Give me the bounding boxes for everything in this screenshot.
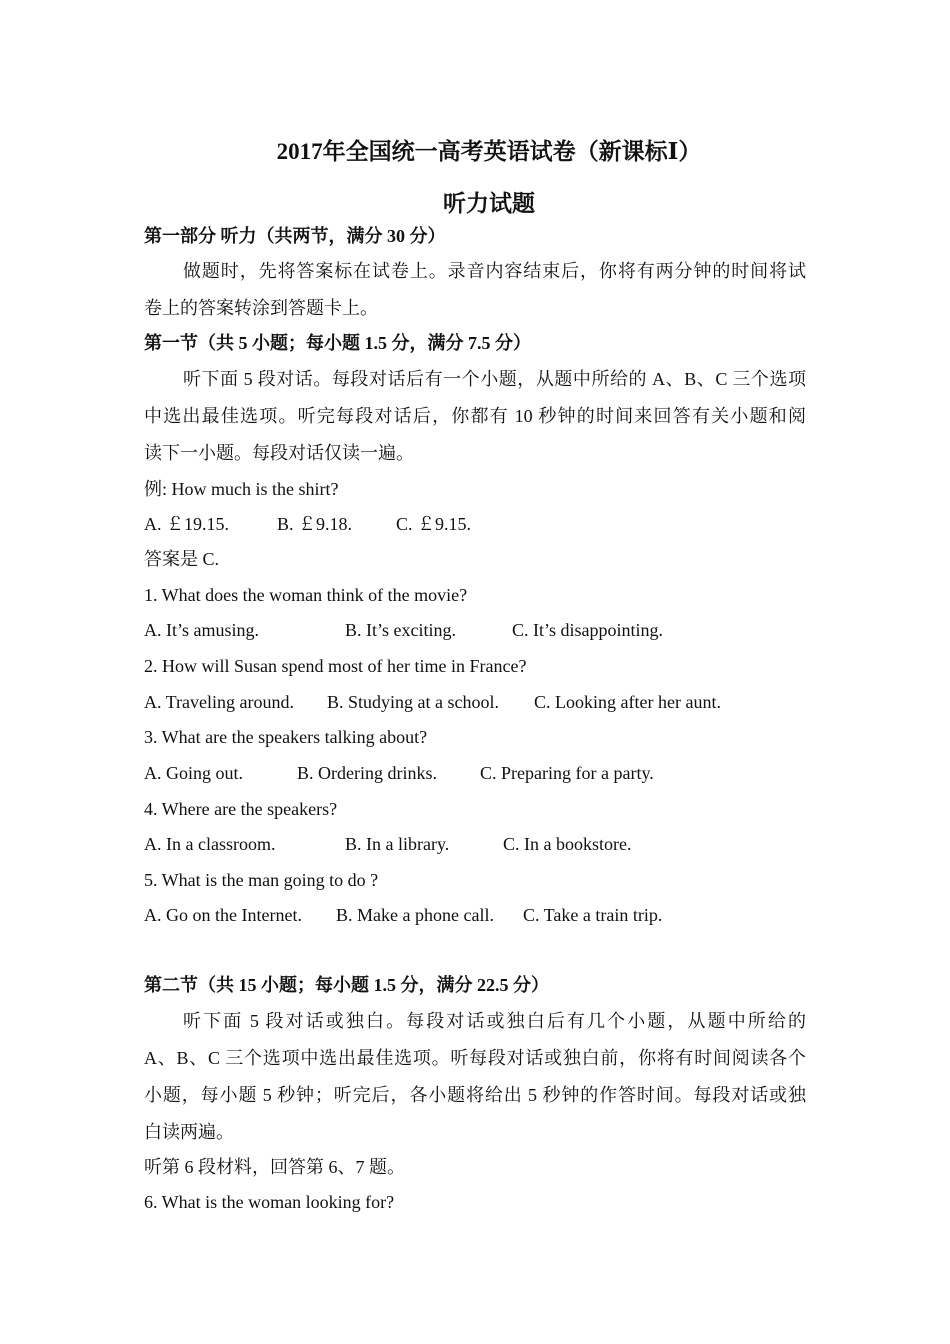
part1-heading: 第一部分 听力（共两节，满分 30 分） <box>144 226 446 246</box>
part1-instruction-line: 做题时，先将答案标在试卷上。录音内容结束后，你将有两分钟的时间将试 <box>183 261 806 281</box>
section1-instruction-line: 听下面 5 段对话。每段对话后有一个小题，从题中所给的 A、B、C 三个选项 <box>183 369 806 389</box>
question-5-option-a: A. Go on the Internet. <box>144 905 302 925</box>
question-1-option-c: C. It’s disappointing. <box>512 620 664 640</box>
question-1: 1. What does the woman think of the movie? <box>144 585 468 605</box>
question-2-option-b: B. Studying at a school. <box>327 692 499 712</box>
question-4-option-b: B. In a library. <box>345 834 450 854</box>
question-4: 4. Where are the speakers? <box>144 799 338 819</box>
section2-instruction-line: A、B、C 三个选项中选出最佳选项。听每段对话或独白前，你将有时间阅读各个 <box>144 1048 806 1068</box>
example-option-c: C. ￡9.15. <box>396 514 472 534</box>
question-1-option-b: B. It’s exciting. <box>345 620 456 640</box>
question-5-option-b: B. Make a phone call. <box>336 905 494 925</box>
section2-instruction-line: 小题，每小题 5 秒钟；听完后，各小题将给出 5 秒钟的作答时间。每段对话或独 <box>144 1085 806 1105</box>
page-title: 2017年全国统一高考英语试卷（新课标Ⅰ） <box>276 139 702 164</box>
part1-instruction-line: 卷上的答案转涂到答题卡上。 <box>144 298 378 318</box>
material-note: 听第 6 段材料，回答第 6、7 题。 <box>144 1157 405 1177</box>
question-2-option-a: A. Traveling around. <box>144 692 294 712</box>
section2-instruction-line: 听下面 5 段对话或独白。每段对话或独白后有几个小题，从题中所给的 <box>183 1011 806 1031</box>
example-answer: 答案是 C. <box>144 549 220 569</box>
question-5-option-c: C. Take a train trip. <box>523 905 663 925</box>
section2-heading: 第二节（共 15 小题；每小题 1.5 分，满分 22.5 分） <box>144 975 549 995</box>
section1-instruction-line: 中选出最佳选项。听完每段对话后，你都有 10 秒钟的时间来回答有关小题和阅 <box>144 406 806 426</box>
page-subtitle: 听力试题 <box>443 191 535 216</box>
example-question: 例: How much is the shirt? <box>144 479 339 499</box>
question-2: 2. How will Susan spend most of her time in France? <box>144 656 527 676</box>
section1-instruction-line: 读下一小题。每段对话仅读一遍。 <box>144 443 414 463</box>
example-option-a: A. ￡19.15. <box>144 514 229 534</box>
question-6: 6. What is the woman looking for? <box>144 1192 395 1212</box>
question-4-option-a: A. In a classroom. <box>144 834 276 854</box>
question-3-option-c: C. Preparing for a party. <box>480 763 654 783</box>
question-3-option-b: B. Ordering drinks. <box>297 763 437 783</box>
example-option-b: B. ￡9.18. <box>277 514 353 534</box>
question-3: 3. What are the speakers talking about? <box>144 727 428 747</box>
section2-instruction-line: 白读两遍。 <box>144 1122 234 1142</box>
question-3-option-a: A. Going out. <box>144 763 243 783</box>
question-2-option-c: C. Looking after her aunt. <box>534 692 721 712</box>
question-5: 5. What is the man going to do ? <box>144 870 379 890</box>
question-4-option-c: C. In a bookstore. <box>503 834 632 854</box>
question-1-option-a: A. It’s amusing. <box>144 620 259 640</box>
section1-heading: 第一节（共 5 小题；每小题 1.5 分，满分 7.5 分） <box>144 333 531 353</box>
